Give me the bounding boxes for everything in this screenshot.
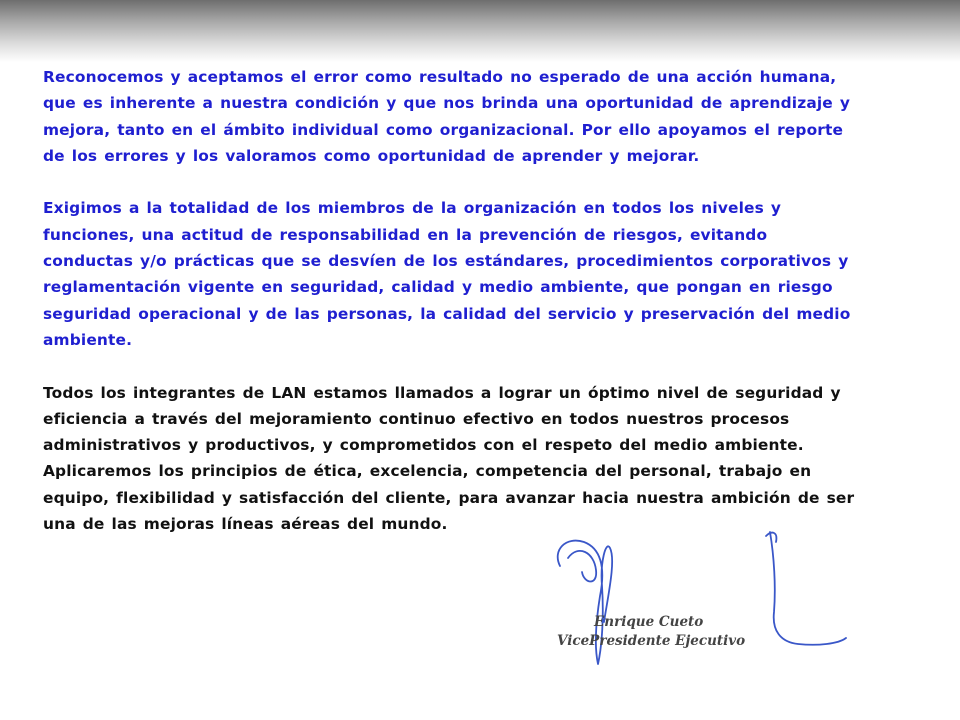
header-gradient-bar [0, 0, 960, 62]
policy-text-body [43, 64, 923, 564]
signatory-name: Enrique Cueto [594, 614, 704, 630]
paragraph-responsibility: Exigimos a la totalidad de los miembros de la organización en todos los niveles y funciones, una actitud de responsabilidad en la prevención de riesgos, evitando conductas y/o prácticas que se desvíen de los estándares, procedimientos corporativos y reglamentación vigente en seguridad, calidad y medio ambiente, que pongan en riesgo seguridad operacional y de las personas, la calidad del servicio y preservación del medio ambiente. [43, 199, 851, 349]
signature-stroke-right [770, 532, 846, 645]
signature-stroke-loop [568, 551, 596, 582]
paragraph-error-acceptance: Reconocemos y aceptamos el error como resultado no esperado de una acción humana, que es inherente a nuestra condición y que nos brinda una oportunidad de aprendizaje y mejora, tanto en el ámbito individual como organizacional. Por ello apoyamos el reporte de los errores y los valoramos como oportunidad de aprender y mejorar. [43, 68, 851, 165]
signatory-title: VicePresidente Ejecutivo [557, 633, 746, 649]
paragraph-commitment: Todos los integrantes de LAN estamos llamados a lograr un óptimo nivel de seguridad y eficiencia a través del mejoramiento continuo efectivo en todos nuestros procesos administrativos y productivos, y comprometidos con el respeto del medio ambiente. Aplicaremos los principios de ética, excelencia, competencia del personal, trabajo en equipo, flexibilidad y satisfacción del cliente, para avanzar hacia nuestra ambición de ser una de las mejoras líneas aéreas del mundo. [43, 383, 855, 534]
signature-scribble [548, 526, 858, 676]
